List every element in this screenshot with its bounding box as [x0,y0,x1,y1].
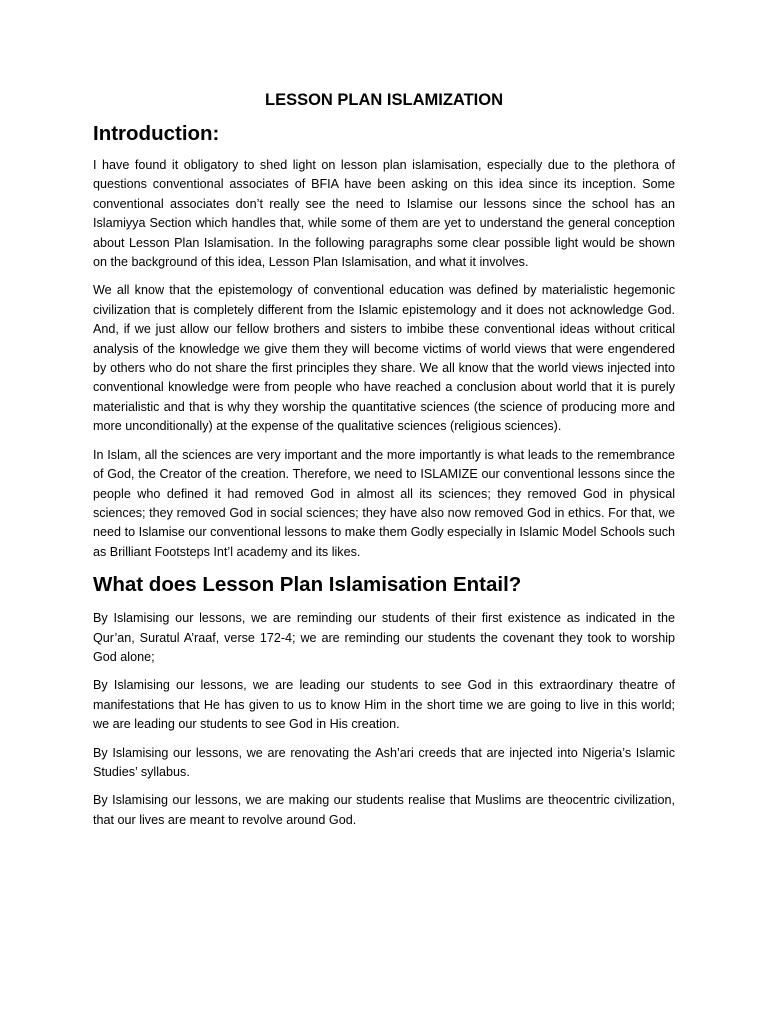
section-heading-entail: What does Lesson Plan Islamisation Entail? [93,573,522,597]
entail-paragraph-3: By Islamising our lessons, we are renovating the Ash’ari creeds that are injected into Nigeria’s Islamic Studies’ syllabus. [93,745,675,779]
entail-paragraph-1: By Islamising our lessons, we are reminding our students of their first existence as indicated in the Qur’an, Suratul A’raaf, verse 172-4; we are reminding our students the covenant they took to worship God alone; [93,611,675,664]
section-heading-introduction: Introduction: [93,122,220,145]
document-title: LESSON PLAN ISLAMIZATION [264,91,504,109]
entail-paragraph-4: By Islamising our lessons, we are making our students realise that Muslims are theocentric civilization, that our lives are meant to revolve around God. [93,793,675,827]
intro-paragraph-2: We all know that the epistemology of conventional education was defined by materialistic hegemonic civilization that is completely different from the Islamic epistemology and it does not acknowledge God. And, if we just allow our fellow brothers and sisters to imbibe these conventional ideas without critical analysis of the knowledge we give them they will become victims of world views that were engendered by others who do not share the first principles they share. We all know that the world views injected into conventional knowledge were from people who have reached a conclusion about world that it is purely materialistic and that is why they worship the quantitative sciences (the science of producing more and more unconditionally) at the expense of the qualitative sciences (religious sciences). [93,283,675,434]
entail-paragraph-2: By Islamising our lessons, we are leading our students to see God in this extraordinary theatre of manifestations that He has given to us to know Him in the short time we are going to live in this world; we are leading our students to see God in His creation. [93,678,675,732]
intro-paragraph-3: In Islam, all the sciences are very important and the more importantly is what leads to the remembrance of God, the Creator of the creation. Therefore, we need to ISLAMIZE our conventional lessons since the people who defined it had removed God in almost all its sciences; they removed God in physical sciences; they removed God in social sciences; they have also now removed God in ethics. For that, we need to Islamise our conventional lessons to make them Godly especially in Islamic Model Schools such as Brilliant Footsteps Int’l academy and its likes. [93,447,675,559]
intro-paragraph-1: I have found it obligatory to shed light on lesson plan islamisation, especially due to the plethora of questions conventional associates of BFIA have been asking on this idea since its inception. Some conventional associates don’t really see the need to Islamise our lessons since the school has an Islamiyya Section which handles that, while some of them are yet to understand the general conception about Lesson Plan Islamisation. In the following paragraphs some clear possible light would be shown on the background of this idea, Lesson Plan Islamisation, and what it involves. [93,158,675,270]
